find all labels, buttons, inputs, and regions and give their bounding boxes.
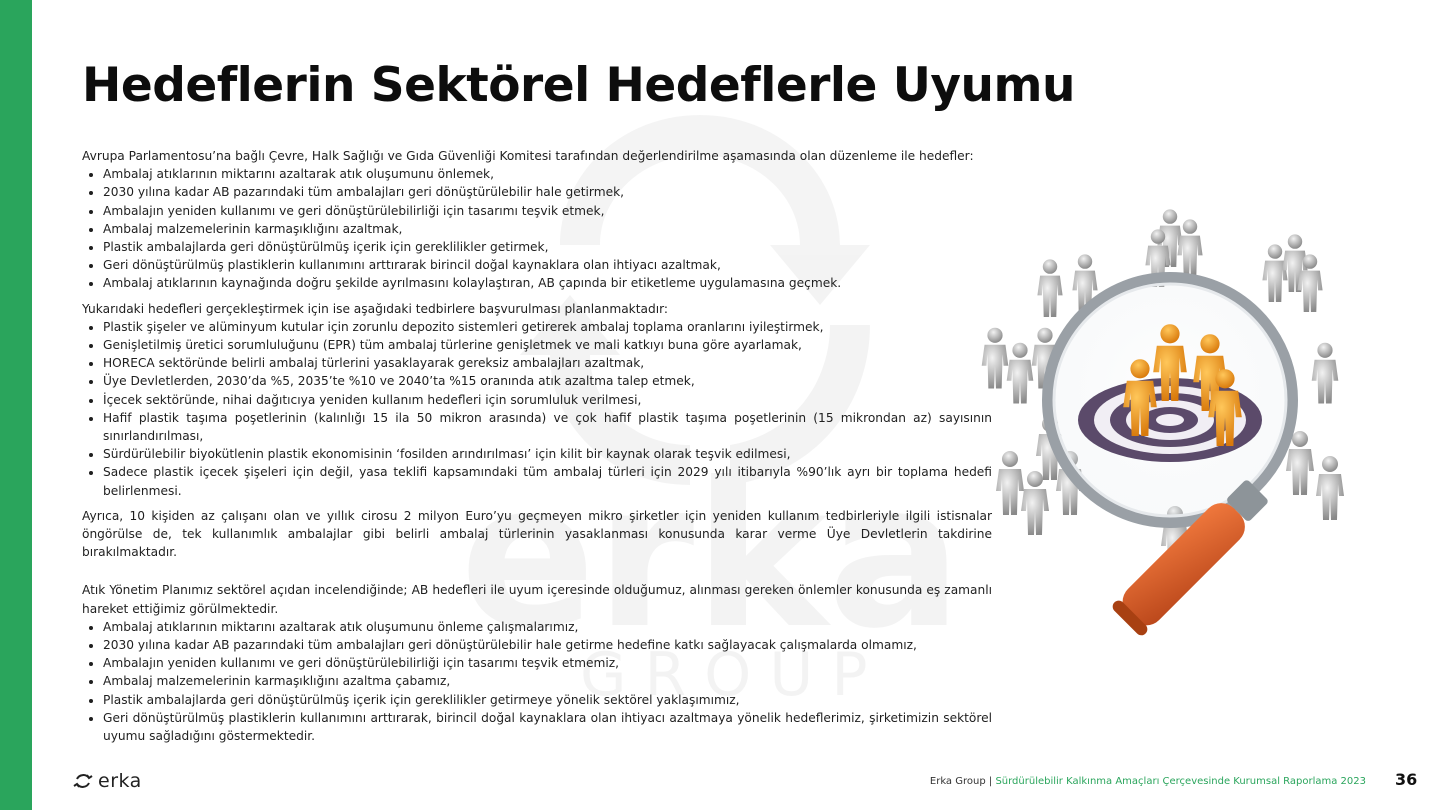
list-item: • Sadece plastik içecek şişeleri için değil, yasa teklifi kapsamındaki tüm ambalaj türleri için 2029 yılı itibarıyla %90’lık ayrı bir toplama hedefi belirlenmesi. [103, 463, 992, 499]
footer-report-title: Sürdürülebilir Kalkınma Amaçları Çerçevesinde Kurumsal Raporlama 2023 [995, 776, 1366, 787]
list-item: • Plastik ambalajlarda geri dönüştürülmüş içerik için gereklilikler getirmeye yönelik sektörel yaklaşımımız, [103, 691, 992, 709]
section4-list [82, 618, 992, 745]
list-item: • Ambalajın yeniden kullanımı ve geri dönüştürülebilirliği için tasarımı teşvik etmek, [103, 202, 992, 220]
left-accent-bar [0, 0, 32, 810]
list-item: • Ambalaj malzemelerinin karmaşıklığını azaltmak, [103, 220, 992, 238]
logo-text: erka [98, 770, 142, 792]
list-item: • HORECA sektöründe belirli ambalaj türlerini yasaklayarak gereksiz ambalajları azaltmak, [103, 354, 992, 372]
list-item: • 2030 yılına kadar AB pazarındaki tüm ambalajları geri dönüştürülebilir hale getirme hedefine katkı sağlayacak çalışmalarda olmamız, [103, 636, 992, 654]
section1-list [82, 165, 992, 292]
list-item: • Ambalajın yeniden kullanımı ve geri dönüştürülebilirliği için tasarımı teşvik etmemiz, [103, 654, 992, 672]
footer-separator: | [988, 776, 993, 787]
section4-intro: Atık Yönetim Planımız sektörel açıdan incelendiğinde; AB hedefleri ile uyum içeresinde olduğumuz, alınması gereken önlemler konusunda eş zamanlı hareket ettiğimiz görülmektedir. [82, 583, 992, 616]
magnifier-people-target-icon [970, 200, 1400, 660]
footer-caption [930, 776, 1366, 787]
list-item: • Genişletilmiş üretici sorumluluğunu (EPR) tüm ambalaj türlerine genişletmek ve mali katkıyı buna göre ayarlamak, [103, 336, 992, 354]
paragraph-exceptions: Ayrıca, 10 kişiden az çalışanı olan ve yıllık cirosu 2 milyon Euro’yu geçmeyen mikro şirketler için yeniden kullanım tedbirleriyle ilgili istisnalar öngörülse de, tek kullanımlık ambalajlar gibi belirli ambalaj türlerinin yasaklanması konusunda karar verme Üye Devletlerin takdirine bırakılmaktadır. [82, 508, 992, 560]
list-item: • Üye Devletlerden, 2030’da %5, 2035’te %10 ve 2040’ta %15 oranında atık azaltma talep etmek, [103, 372, 992, 390]
list-item: • İçecek sektöründe, nihai dağıtıcıya yeniden kullanım hedefleri için sorumluluk verilmesi, [103, 391, 992, 409]
list-item: • Ambalaj atıklarının kaynağında doğru şekilde ayrılmasını kolaylaştıran, AB çapında bir etiketleme uygulamasına geçmek. [103, 274, 992, 292]
list-item: • Geri dönüştürülmüş plastiklerin kullanımını arttırarak birincil doğal kaynaklara olan ihtiyacı azaltmak, [103, 256, 992, 274]
list-item: • Sürdürülebilir biyokütlenin plastik ekonomisinin ‘fosilden arındırılması’ için kilit bir kaynak olarak teşvik edilmesi, [103, 445, 992, 463]
list-item: • Ambalaj atıklarının miktarını azaltarak atık oluşumunu önleme çalışmalarımız, [103, 618, 992, 636]
list-item: • Ambalaj malzemelerinin karmaşıklığını azaltma çabamız, [103, 672, 992, 690]
list-item: • Hafif plastik taşıma poşetlerinin (kalınlığı 15 ila 50 mikron arasında) ve çok hafif plastik taşıma poşetlerinin (15 mikrondan az) sayısının sınırlandırılması, [103, 409, 992, 445]
footer-logo [72, 770, 142, 792]
section1-intro: Avrupa Parlamentosu’na bağlı Çevre, Halk Sağlığı ve Gıda Güvenliği Komitesi tarafından değerlendirilme aşamasında olan düzenleme ile hedefler: [82, 149, 974, 163]
section2-intro: Yukarıdaki hedefleri gerçekleştirmek için ise aşağıdaki tedbirlere başvurulması planlanmaktadır: [82, 301, 669, 316]
erka-logo-icon [72, 770, 94, 792]
list-item: • Ambalaj atıklarının miktarını azaltarak atık oluşumunu önlemek, [103, 165, 992, 183]
footer-company: Erka Group [929, 776, 986, 787]
list-item: • Plastik ambalajlarda geri dönüştürülmüş içerik için gereklilikler getirmek, [103, 238, 992, 256]
page-title: Hedeflerin Sektörel Hedeflerle Uyumu [82, 58, 1075, 113]
main-content [82, 147, 992, 745]
list-item: • 2030 yılına kadar AB pazarındaki tüm ambalajları geri dönüştürülebilir hale getirmek, [103, 183, 992, 201]
page-number: 36 [1395, 770, 1418, 789]
list-item: • Plastik şişeler ve alüminyum kutular için zorunlu depozito sistemleri getirerek ambalaj toplama oranlarını iyileştirmek, [103, 318, 992, 336]
list-item: • Geri dönüştürülmüş plastiklerin kullanımını arttırarak, birincil doğal kaynaklara olan ihtiyacı azaltmaya yönelik hedeflerimiz, şirketimizin sektörel uyumu sağladığını göstermektedir. [103, 709, 992, 745]
section2-list [82, 318, 992, 500]
